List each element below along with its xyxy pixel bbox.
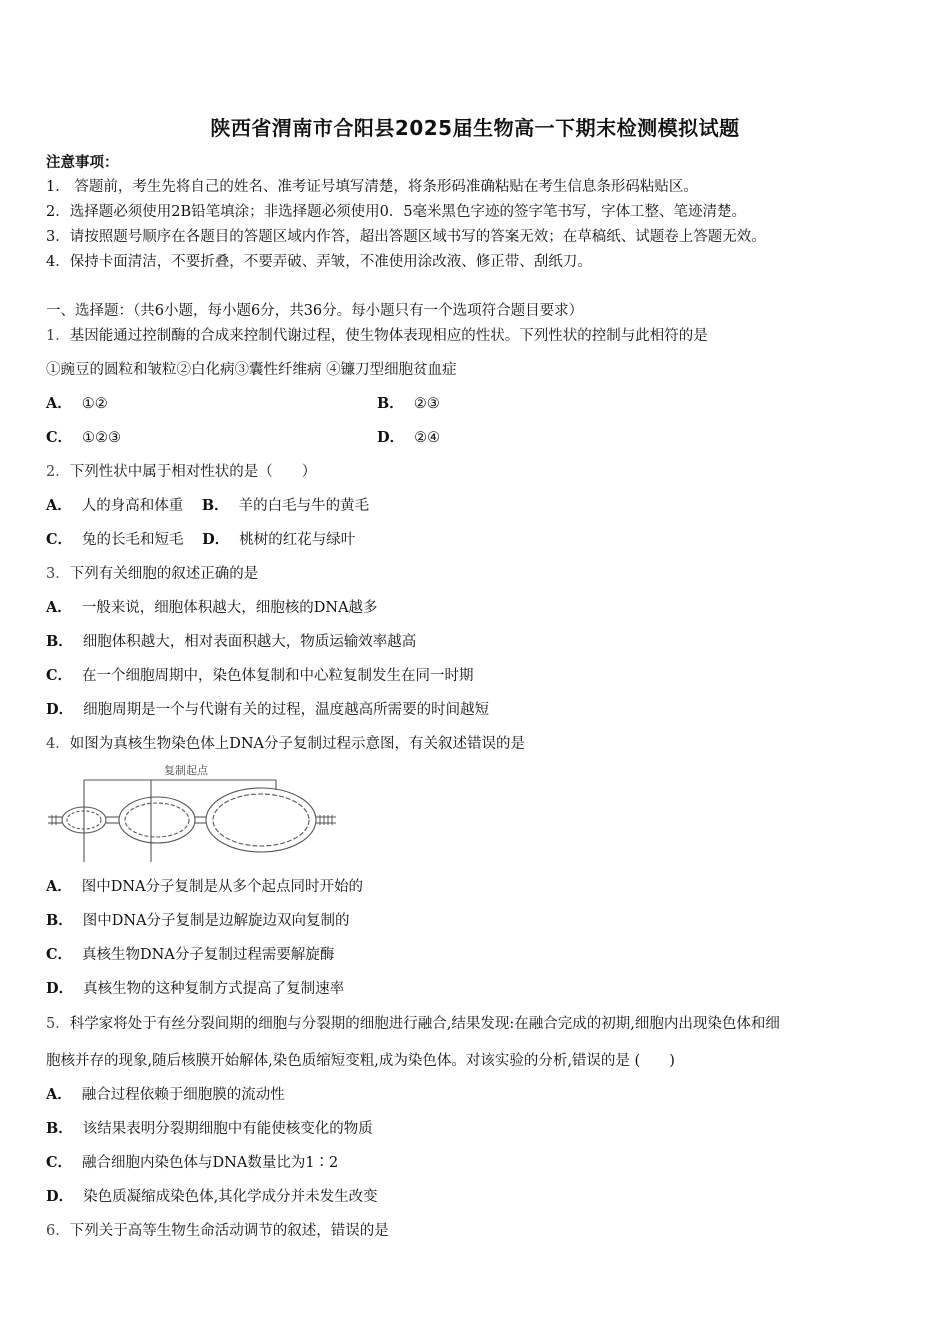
- question-4-stem: [46, 734, 525, 754]
- q4-option-a-label: A．: [46, 878, 72, 895]
- q1-option-d-text: ②④: [414, 430, 441, 446]
- q5-option-b-label: B．: [46, 1120, 73, 1137]
- q2-option-b-text: 羊的白毛与牛的黄毛: [238, 498, 370, 514]
- question-2-number: 2．: [46, 464, 70, 480]
- question-3-text: 下列有关细胞的叙述正确的是: [69, 566, 259, 582]
- question-1-items: ①豌豆的圆粒和皱粒②白化病③囊性纤维病 ④镰刀型细胞贫血症: [46, 362, 457, 378]
- q1-option-d[interactable]: [377, 428, 440, 448]
- q4-option-d[interactable]: [46, 979, 344, 999]
- section-heading: 一、选择题：（共6小题，每小题6分，共36分。每小题只有一个选项符合题目要求）: [46, 303, 584, 319]
- q5-option-d[interactable]: [46, 1187, 378, 1207]
- q4-option-c[interactable]: [46, 945, 334, 965]
- q3-option-c-label: C．: [46, 667, 73, 684]
- q4-option-b-label: B．: [46, 912, 73, 929]
- question-6-text: 下列关于高等生物生命活动调节的叙述，错误的是: [69, 1223, 389, 1239]
- q2-option-c-label: C．: [46, 531, 73, 548]
- question-1-options-row1: [46, 394, 846, 414]
- q1-option-c[interactable]: [46, 430, 121, 446]
- question-5-text-1: 科学家将处于有丝分裂间期的细胞与分裂期的细胞进行融合,结果发现:在融合完成的初期,细胞内出现染色体和细: [69, 1016, 780, 1032]
- q4-option-d-label: D．: [46, 980, 74, 997]
- notice-item-1: 1． 答题前，考生先将自己的姓名、准考证号填写清楚，将条形码准确粘贴在考生信息条形码粘贴区。: [46, 179, 698, 195]
- q4-option-c-text: 真核生物DNA分子复制过程需要解旋酶: [82, 947, 335, 963]
- question-4-text: 如图为真核生物染色体上DNA分子复制过程示意图，有关叙述错误的是: [69, 736, 526, 752]
- q2-option-d[interactable]: [202, 532, 355, 548]
- q3-option-a[interactable]: [46, 598, 378, 618]
- q2-option-d-text: 桃树的红花与绿叶: [239, 532, 356, 548]
- question-2-options-row2: [46, 530, 355, 550]
- question-3-stem: [46, 564, 258, 584]
- q3-option-d-label: D．: [46, 701, 74, 718]
- q3-option-d[interactable]: [46, 700, 489, 720]
- q4-option-a-text: 图中DNA分子复制是从多个起点同时开始的: [81, 879, 364, 895]
- q1-option-b-text: ②③: [413, 396, 440, 412]
- q4-option-d-text: 真核生物的这种复制方式提高了复制速率: [83, 981, 345, 997]
- q4-option-b[interactable]: [46, 911, 350, 931]
- question-4-number: 4．: [46, 736, 70, 752]
- q1-option-b[interactable]: [377, 394, 440, 414]
- question-3-number: 3．: [46, 566, 70, 582]
- q1-option-b-label: B．: [377, 395, 404, 412]
- q4-option-b-text: 图中DNA分子复制是边解旋边双向复制的: [82, 913, 350, 929]
- q1-option-a-text: ①②: [81, 396, 108, 412]
- q2-option-a-label: A．: [46, 497, 72, 514]
- q4-option-a[interactable]: [46, 877, 363, 897]
- q2-option-c[interactable]: [46, 532, 184, 548]
- question-2-text: 下列性状中属于相对性状的是（ ）: [69, 464, 317, 480]
- notice-item-2: 2．选择题必须使用2B铅笔填涂；非选择题必须使用0．5毫米黑色字迹的签字笔书写，字体工整、笔迹清楚。: [46, 204, 747, 220]
- q1-option-d-label: D．: [377, 429, 405, 446]
- origin-label: 复制起点: [164, 764, 208, 777]
- question-2-stem: [46, 462, 316, 482]
- q2-option-d-label: D．: [202, 531, 230, 548]
- q3-option-b-label: B．: [46, 633, 73, 650]
- question-5-stem-line1: [46, 1014, 780, 1034]
- q5-option-a[interactable]: [46, 1085, 285, 1105]
- question-1-stem: [46, 326, 708, 346]
- q2-option-a[interactable]: [46, 498, 183, 514]
- question-2-options-row1: [46, 496, 369, 516]
- notice-item-4: 4．保持卡面清洁，不要折叠，不要弄破、弄皱，不准使用涂改液、修正带、刮纸刀。: [46, 254, 592, 270]
- q1-option-a-label: A．: [46, 395, 72, 412]
- notice-heading: 注意事项：: [46, 154, 119, 171]
- q5-option-a-text: 融合过程依赖于细胞膜的流动性: [81, 1087, 285, 1103]
- q3-option-d-text: 细胞周期是一个与代谢有关的过程，温度越高所需要的时间越短: [83, 702, 490, 718]
- q3-option-a-text: 一般来说，细胞体积越大，细胞核的DNA越多: [81, 600, 378, 616]
- q5-option-c[interactable]: [46, 1153, 338, 1173]
- question-1-number: 1．: [46, 328, 70, 344]
- q5-option-d-label: D．: [46, 1188, 74, 1205]
- dna-replication-diagram: [46, 762, 346, 867]
- q1-option-c-text: ①②③: [82, 430, 122, 446]
- q5-option-c-text: 融合细胞内染色体与DNA数量比为1∶2: [82, 1155, 339, 1171]
- q2-option-c-text: 兔的长毛和短毛: [82, 532, 184, 548]
- notice-item-3: 3．请按照题号顺序在各题目的答题区域内作答，超出答题区域书写的答案无效；在草稿纸、试题卷上答题无效。: [46, 229, 766, 245]
- q5-option-d-text: 染色质凝缩成染色体,其化学成分并未发生改变: [83, 1189, 378, 1205]
- q3-option-b-text: 细胞体积越大，相对表面积越大，物质运输效率越高: [82, 634, 417, 650]
- q2-option-b[interactable]: [202, 498, 369, 514]
- q3-option-b[interactable]: [46, 632, 416, 652]
- q5-option-b[interactable]: [46, 1119, 373, 1139]
- q4-option-c-label: C．: [46, 946, 73, 963]
- q5-option-b-text: 该结果表明分裂期细胞中有能使核变化的物质: [82, 1121, 373, 1137]
- q1-option-c-label: C．: [46, 429, 73, 446]
- question-6-number: 6．: [46, 1223, 70, 1239]
- q1-option-a[interactable]: [46, 396, 108, 412]
- exam-title: 陕西省渭南市合阳县2025届生物高一下期末检测模拟试题: [210, 116, 740, 140]
- question-1-text: 基因能通过控制酶的合成来控制代谢过程，使生物体表现相应的性状。下列性状的控制与此相符的是: [69, 328, 708, 344]
- q2-option-a-text: 人的身高和体重: [81, 498, 184, 514]
- question-5-stem-line2: 胞核并存的现象,随后核膜开始解体,染色质缩短变粗,成为染色体。对该实验的分析,错误的是 ( ): [46, 1053, 675, 1069]
- q5-option-c-label: C．: [46, 1154, 73, 1171]
- q2-option-b-label: B．: [201, 497, 229, 514]
- q3-option-a-label: A．: [46, 599, 72, 616]
- question-6-stem: [46, 1221, 389, 1241]
- q3-option-c[interactable]: [46, 666, 474, 686]
- question-1-options-row2: [46, 428, 846, 448]
- question-5-number: 5．: [46, 1016, 70, 1032]
- q3-option-c-text: 在一个细胞周期中，染色体复制和中心粒复制发生在同一时期: [82, 668, 474, 684]
- q5-option-a-label: A．: [46, 1086, 72, 1103]
